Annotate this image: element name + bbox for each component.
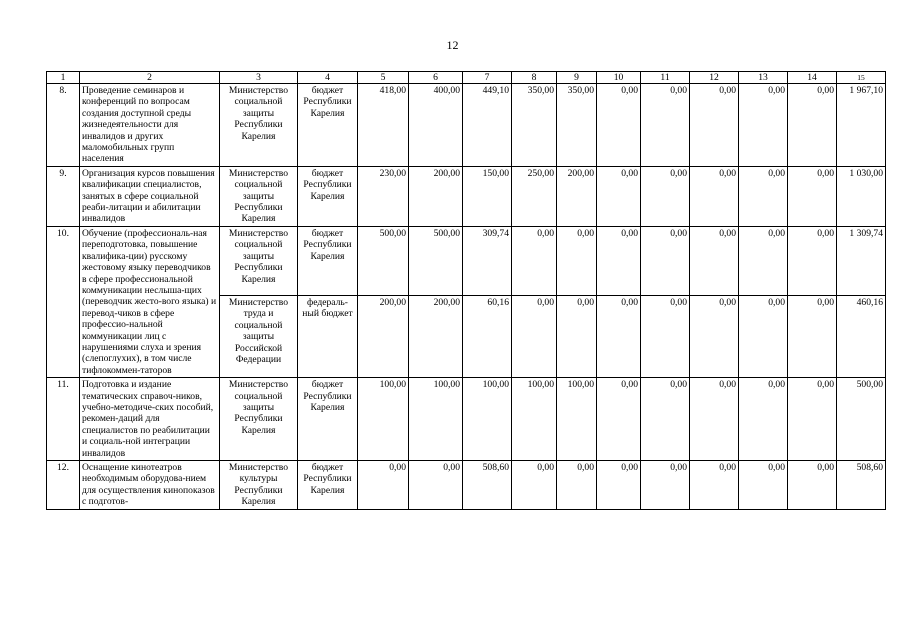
- amount-cell: 0,00: [557, 226, 597, 295]
- amount-cell: 0,00: [788, 295, 837, 377]
- amount-cell: 0,00: [739, 378, 788, 461]
- header-row: [47, 72, 886, 84]
- amount-cell: 100,00: [463, 378, 512, 461]
- amount-cell: 1 309,74: [837, 226, 886, 295]
- amount-cell: 250,00: [512, 166, 557, 226]
- amount-cell: 0,00: [739, 226, 788, 295]
- amount-cell: 0,00: [690, 166, 739, 226]
- row-number-cell: 12.: [47, 461, 80, 510]
- activity-name-cell: Обучение (профессиональ-ная переподготовка, повышение квалифика-ции) русскому жестовому языку переводчиков в сфере профессиональной коммуникации неслыша-щих (переводчик жесто-вого языка) и перевод-чиков в сфере профессио-нальной коммуникации лиц с нарушениями слуха и зрения (слепоглухих), в том числе тифлокоммен-таторов: [80, 226, 220, 377]
- executor-cell: Министерство социальной защиты Республики Карелия: [220, 84, 298, 167]
- amount-cell: 0,00: [597, 226, 641, 295]
- amount-cell: 0,00: [557, 461, 597, 510]
- amount-cell: 0,00: [739, 166, 788, 226]
- executor-cell: Министерство социальной защиты Республики Карелия: [220, 166, 298, 226]
- row-number-cell: 11.: [47, 378, 80, 461]
- header-cell: 5: [358, 72, 409, 84]
- amount-cell: 100,00: [358, 378, 409, 461]
- table-row: [47, 461, 886, 510]
- amount-cell: 60,16: [463, 295, 512, 377]
- amount-cell: 100,00: [512, 378, 557, 461]
- amount-cell: 0,00: [358, 461, 409, 510]
- amount-cell: 418,00: [358, 84, 409, 167]
- amount-cell: 0,00: [739, 461, 788, 510]
- amount-cell: 350,00: [512, 84, 557, 167]
- amount-cell: 309,74: [463, 226, 512, 295]
- header-cell: 3: [220, 72, 298, 84]
- amount-cell: 0,00: [409, 461, 463, 510]
- amount-cell: 0,00: [597, 166, 641, 226]
- page-number: 12: [446, 38, 459, 52]
- amount-cell: 0,00: [557, 295, 597, 377]
- amount-cell: 508,60: [837, 461, 886, 510]
- header-cell: 14: [788, 72, 837, 84]
- amount-cell: 200,00: [557, 166, 597, 226]
- amount-cell: 1 967,10: [837, 84, 886, 167]
- funding-source-cell: федераль-ный бюджет: [298, 295, 358, 377]
- amount-cell: 150,00: [463, 166, 512, 226]
- header-cell: 13: [739, 72, 788, 84]
- amount-cell: 0,00: [690, 461, 739, 510]
- row-number-cell: 10.: [47, 226, 80, 377]
- activity-name-cell: Оснащение кинотеатров необходимым оборудова-нием для осуществления кинопоказов с подготов-: [80, 461, 220, 510]
- amount-cell: 0,00: [512, 295, 557, 377]
- amount-cell: 0,00: [597, 378, 641, 461]
- amount-cell: 0,00: [788, 166, 837, 226]
- amount-cell: 1 030,00: [837, 166, 886, 226]
- amount-cell: 449,10: [463, 84, 512, 167]
- amount-cell: 350,00: [557, 84, 597, 167]
- row-number-cell: 9.: [47, 166, 80, 226]
- amount-cell: 400,00: [409, 84, 463, 167]
- funding-source-cell: бюджет Республики Карелия: [298, 166, 358, 226]
- amount-cell: 0,00: [512, 461, 557, 510]
- header-cell: 4: [298, 72, 358, 84]
- header-cell: 1: [47, 72, 80, 84]
- executor-cell: Министерство труда и социальной защиты Российской Федерации: [220, 295, 298, 377]
- table-row: [47, 378, 886, 461]
- amount-cell: 0,00: [690, 378, 739, 461]
- amount-cell: 0,00: [641, 461, 690, 510]
- amount-cell: 0,00: [641, 226, 690, 295]
- executor-cell: Министерство культуры Республики Карелия: [220, 461, 298, 510]
- amount-cell: 200,00: [409, 166, 463, 226]
- amount-cell: 0,00: [597, 461, 641, 510]
- funding-source-cell: бюджет Республики Карелия: [298, 84, 358, 167]
- amount-cell: 0,00: [690, 84, 739, 167]
- header-cell: 7: [463, 72, 512, 84]
- row-number-cell: 8.: [47, 84, 80, 167]
- amount-cell: 0,00: [597, 295, 641, 377]
- amount-cell: 200,00: [358, 295, 409, 377]
- amount-cell: 200,00: [409, 295, 463, 377]
- header-cell: 6: [409, 72, 463, 84]
- amount-cell: 0,00: [739, 84, 788, 167]
- header-cell: 10: [597, 72, 641, 84]
- activity-name-cell: Проведение семинаров и конференций по вопросам создания доступной среды жизнедеятельности для инвалидов и других маломобильных групп населения: [80, 84, 220, 167]
- table-row: [47, 166, 886, 226]
- amount-cell: 0,00: [641, 84, 690, 167]
- amount-cell: 500,00: [358, 226, 409, 295]
- amount-cell: 0,00: [739, 295, 788, 377]
- amount-cell: 0,00: [597, 84, 641, 167]
- amount-cell: 100,00: [409, 378, 463, 461]
- table-row: [47, 226, 886, 295]
- table-row: [47, 84, 886, 167]
- amount-cell: 230,00: [358, 166, 409, 226]
- header-cell: 8: [512, 72, 557, 84]
- amount-cell: 0,00: [690, 295, 739, 377]
- amount-cell: 0,00: [788, 378, 837, 461]
- funding-source-cell: бюджет Республики Карелия: [298, 461, 358, 510]
- header-cell: 9: [557, 72, 597, 84]
- amount-cell: 500,00: [837, 378, 886, 461]
- activity-name-cell: Подготовка и издание тематических справоч-ников, учебно-методиче-ских пособий, рекомен-даций для специалистов по реабилитации и социаль-ной интеграции инвалидов: [80, 378, 220, 461]
- amount-cell: 0,00: [512, 226, 557, 295]
- amount-cell: 0,00: [788, 226, 837, 295]
- funding-table-body: [47, 72, 886, 510]
- amount-cell: 100,00: [557, 378, 597, 461]
- amount-cell: 508,60: [463, 461, 512, 510]
- amount-cell: 0,00: [788, 461, 837, 510]
- amount-cell: 0,00: [641, 166, 690, 226]
- funding-source-cell: бюджет Республики Карелия: [298, 378, 358, 461]
- amount-cell: 460,16: [837, 295, 886, 377]
- amount-cell: 0,00: [788, 84, 837, 167]
- activity-name-cell: Организация курсов повышения квалификации специалистов, занятых в сфере социальной реаби-литации и абилитации инвалидов: [80, 166, 220, 226]
- executor-cell: Министерство социальной защиты Республики Карелия: [220, 378, 298, 461]
- funding-source-cell: бюджет Республики Карелия: [298, 226, 358, 295]
- header-cell: 12: [690, 72, 739, 84]
- header-cell: 15: [837, 72, 886, 84]
- amount-cell: 0,00: [641, 378, 690, 461]
- executor-cell: Министерство социальной защиты Республики Карелия: [220, 226, 298, 295]
- header-cell: 11: [641, 72, 690, 84]
- header-cell: 2: [80, 72, 220, 84]
- amount-cell: 0,00: [641, 295, 690, 377]
- funding-table: [46, 71, 886, 510]
- amount-cell: 500,00: [409, 226, 463, 295]
- amount-cell: 0,00: [690, 226, 739, 295]
